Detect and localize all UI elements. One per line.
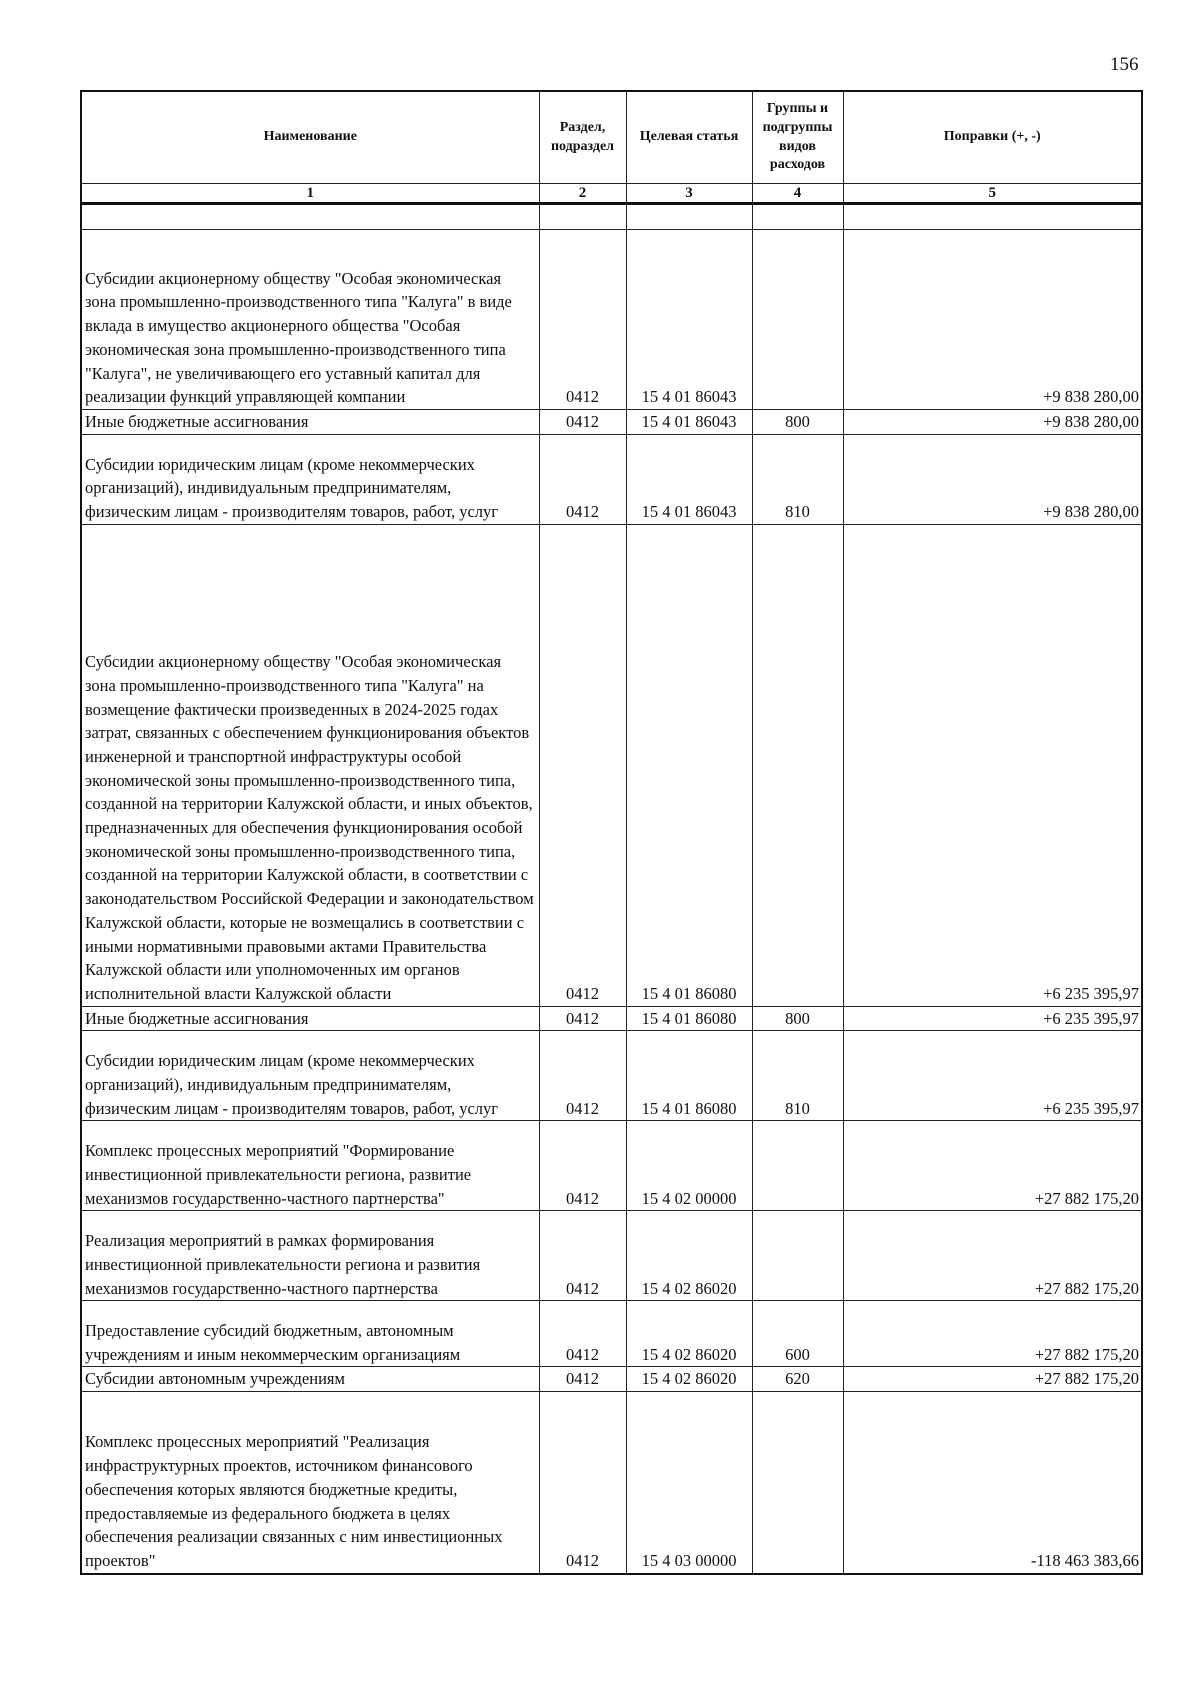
row-amount: +9 838 280,00 [843,434,1142,524]
row-amount: -118 463 383,66 [843,1392,1142,1574]
row-group: 600 [752,1301,843,1367]
table-row [81,1392,1142,1574]
row-section: 0412 [539,1006,626,1031]
row-amount: +27 882 175,20 [843,1367,1142,1392]
row-group: 800 [752,410,843,435]
row-section: 0412 [539,1121,626,1211]
table-row [81,1031,1142,1121]
column-number: 3 [626,184,752,204]
row-section: 0412 [539,524,626,1006]
row-section: 0412 [539,1392,626,1574]
header-target: Целевая статья [626,91,752,184]
row-amount: +27 882 175,20 [843,1121,1142,1211]
row-target: 15 4 02 86020 [626,1367,752,1392]
row-name: Субсидии юридическим лицам (кроме некоммерческих организаций), индивидуальным предпринимателям, физическим лицам - производителям товаров, работ, услуг [81,434,539,524]
table-row [81,1211,1142,1301]
row-name: Реализация мероприятий в рамках формирования инвестиционной привлекательности региона и развития механизмов государственно-частного партнерства [81,1211,539,1301]
row-section: 0412 [539,1301,626,1367]
row-name: Комплекс процессных мероприятий "Формирование инвестиционной привлекательности региона, развитие механизмов государственно-частного партнерства" [81,1121,539,1211]
row-group: 810 [752,1031,843,1121]
row-target: 15 4 01 86080 [626,524,752,1006]
row-target: 15 4 02 86020 [626,1301,752,1367]
column-number-row [81,184,1142,204]
row-target: 15 4 01 86080 [626,1031,752,1121]
row-section: 0412 [539,230,626,410]
row-amount: +6 235 395,97 [843,1006,1142,1031]
row-target: 15 4 02 86020 [626,1211,752,1301]
spacer-row [81,204,1142,230]
table-row [81,410,1142,435]
row-group: 800 [752,1006,843,1031]
row-group [752,1121,843,1211]
row-section: 0412 [539,1031,626,1121]
header-amendments: Поправки (+, -) [843,91,1142,184]
table-row [81,524,1142,1006]
table-row [81,1367,1142,1392]
row-group [752,230,843,410]
row-group [752,1392,843,1574]
row-group [752,1211,843,1301]
row-target: 15 4 01 86043 [626,434,752,524]
row-name: Субсидии акционерному обществу "Особая экономическая зона промышленно-производственного типа "Калуга" в виде вклада в имущество акционерного общества "Особая экономическая зона промышленно-производственного типа "Калуга", не увеличивающего его уставный капитал для реализации функций управляющей компании [81,230,539,410]
row-name: Комплекс процессных мероприятий "Реализация инфраструктурных проектов, источником финансового обеспечения которых являются бюджетные кредиты, предоставляемые из федерального бюджета в целях обеспечения реализации связанных с ним инвестиционных проектов" [81,1392,539,1574]
table-row [81,230,1142,410]
table-row [81,1301,1142,1367]
row-group: 810 [752,434,843,524]
row-target: 15 4 02 00000 [626,1121,752,1211]
table-row [81,1006,1142,1031]
row-section: 0412 [539,1211,626,1301]
header-section: Раздел, подраздел [539,91,626,184]
column-number: 2 [539,184,626,204]
row-amount: +9 838 280,00 [843,230,1142,410]
row-target: 15 4 03 00000 [626,1392,752,1574]
row-amount: +6 235 395,97 [843,524,1142,1006]
row-name: Иные бюджетные ассигнования [81,410,539,435]
header-groups: Группы и подгруппы видов расходов [752,91,843,184]
column-number: 5 [843,184,1142,204]
page-number: 156 [1110,54,1139,75]
row-section: 0412 [539,1367,626,1392]
row-section: 0412 [539,434,626,524]
column-number: 4 [752,184,843,204]
header-name: Наименование [81,91,539,184]
row-target: 15 4 01 86043 [626,230,752,410]
row-group: 620 [752,1367,843,1392]
row-amount: +27 882 175,20 [843,1211,1142,1301]
row-name: Субсидии автономным учреждениям [81,1367,539,1392]
row-section: 0412 [539,410,626,435]
row-target: 15 4 01 86080 [626,1006,752,1031]
row-name: Предоставление субсидий бюджетным, автономным учреждениям и иным некоммерческим организациям [81,1301,539,1367]
row-target: 15 4 01 86043 [626,410,752,435]
row-amount: +6 235 395,97 [843,1031,1142,1121]
budget-amendments-table [80,90,1143,1575]
row-amount: +9 838 280,00 [843,410,1142,435]
table-header-row [81,91,1142,184]
row-name: Иные бюджетные ассигнования [81,1006,539,1031]
row-name: Субсидии юридическим лицам (кроме некоммерческих организаций), индивидуальным предпринимателям, физическим лицам - производителям товаров, работ, услуг [81,1031,539,1121]
table-row [81,434,1142,524]
row-amount: +27 882 175,20 [843,1301,1142,1367]
row-name: Субсидии акционерному обществу "Особая экономическая зона промышленно-производственного типа "Калуга" на возмещение фактически произведенных в 2024-2025 годах затрат, связанных с обеспечением функционирования объектов инженерной и транспортной инфраструктуры особой экономической зоны промышленно-производственного типа, созданной на территории Калужской области, и иных объектов, предназначенных для обеспечения функционирования особой экономической зоны промышленно-производственного типа, созданной на территории Калужской области, в соответствии с законодательством Российской Федерации и законодательством Калужской области, которые не возмещались в соответствии с иными нормативными правовыми актами Правительства Калужской области или уполномоченных им органов исполнительной власти Калужской области [81,524,539,1006]
row-group [752,524,843,1006]
column-number: 1 [81,184,539,204]
table-row [81,1121,1142,1211]
